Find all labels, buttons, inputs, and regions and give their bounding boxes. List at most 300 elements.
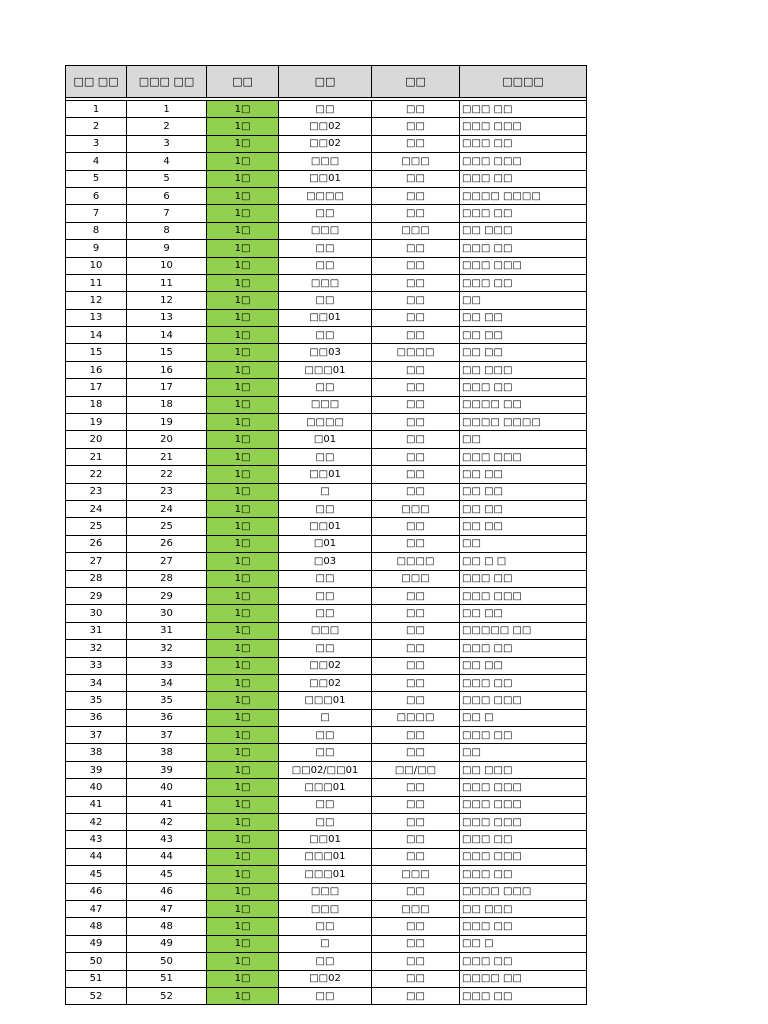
name-cell[interactable]: □ [279, 483, 372, 500]
row-number-cell[interactable]: 23 [66, 483, 127, 500]
description-cell[interactable]: □□ □□□ [460, 900, 587, 917]
row-number-cell[interactable]: 48 [66, 918, 127, 935]
level-cell[interactable]: 1□ [207, 309, 279, 326]
item-number-cell[interactable]: 4 [127, 153, 207, 170]
row-number-cell[interactable]: 43 [66, 831, 127, 848]
level-cell[interactable]: 1□ [207, 622, 279, 639]
level-cell[interactable]: 1□ [207, 483, 279, 500]
type-cell[interactable]: □□ [372, 257, 460, 274]
description-cell[interactable]: □□ □□ [460, 657, 587, 674]
item-number-cell[interactable]: 12 [127, 292, 207, 309]
item-number-cell[interactable]: 33 [127, 657, 207, 674]
type-cell[interactable]: □□ [372, 431, 460, 448]
type-cell[interactable]: □□ [372, 187, 460, 204]
level-cell[interactable]: 1□ [207, 761, 279, 778]
level-cell[interactable]: 1□ [207, 414, 279, 431]
item-number-cell[interactable]: 32 [127, 640, 207, 657]
name-cell[interactable]: □□□01 [279, 866, 372, 883]
item-number-cell[interactable]: 23 [127, 483, 207, 500]
name-cell[interactable]: □□ [279, 205, 372, 222]
item-number-cell[interactable]: 17 [127, 379, 207, 396]
row-number-cell[interactable]: 38 [66, 744, 127, 761]
name-cell[interactable]: □01 [279, 431, 372, 448]
row-number-cell[interactable]: 37 [66, 727, 127, 744]
name-cell[interactable]: □□ [279, 240, 372, 257]
item-number-cell[interactable]: 26 [127, 535, 207, 552]
level-cell[interactable]: 1□ [207, 640, 279, 657]
type-cell[interactable]: □□ [372, 101, 460, 118]
type-cell[interactable]: □□ [372, 518, 460, 535]
row-number-cell[interactable]: 4 [66, 153, 127, 170]
name-cell[interactable]: □□02 [279, 657, 372, 674]
name-cell[interactable]: □□□ [279, 153, 372, 170]
item-number-cell[interactable]: 5 [127, 170, 207, 187]
level-cell[interactable]: 1□ [207, 900, 279, 917]
name-cell[interactable]: □□□ [279, 900, 372, 917]
type-cell[interactable]: □□ [372, 883, 460, 900]
name-cell[interactable]: □□02 [279, 674, 372, 691]
item-number-cell[interactable]: 9 [127, 240, 207, 257]
type-cell[interactable]: □□□ [372, 900, 460, 917]
row-number-cell[interactable]: 10 [66, 257, 127, 274]
description-cell[interactable]: □□□ □□□ [460, 118, 587, 135]
description-cell[interactable]: □□□ □□ [460, 674, 587, 691]
type-cell[interactable]: □□ [372, 379, 460, 396]
level-cell[interactable]: 1□ [207, 535, 279, 552]
row-number-cell[interactable]: 21 [66, 448, 127, 465]
level-cell[interactable]: 1□ [207, 466, 279, 483]
item-number-cell[interactable]: 16 [127, 361, 207, 378]
name-cell[interactable]: □□ [279, 327, 372, 344]
row-number-cell[interactable]: 31 [66, 622, 127, 639]
row-number-cell[interactable]: 29 [66, 587, 127, 604]
header-cell-4[interactable]: □□ [279, 66, 372, 98]
type-cell[interactable]: □□ [372, 309, 460, 326]
type-cell[interactable]: □□□ [372, 866, 460, 883]
description-cell[interactable]: □□□ □□□ [460, 587, 587, 604]
description-cell[interactable]: □□ □□ [460, 605, 587, 622]
row-number-cell[interactable]: 1 [66, 101, 127, 118]
description-cell[interactable]: □□□□ □□□ [460, 883, 587, 900]
description-cell[interactable]: □□□ □□□ [460, 848, 587, 865]
level-cell[interactable]: 1□ [207, 257, 279, 274]
name-cell[interactable]: □□ [279, 987, 372, 1004]
row-number-cell[interactable]: 17 [66, 379, 127, 396]
item-number-cell[interactable]: 30 [127, 605, 207, 622]
description-cell[interactable]: □□□ □□□ [460, 814, 587, 831]
level-cell[interactable]: 1□ [207, 553, 279, 570]
description-cell[interactable]: □□□ □□□ [460, 692, 587, 709]
name-cell[interactable]: □□ [279, 292, 372, 309]
header-cell-1[interactable]: □□ □□ [66, 66, 127, 98]
type-cell[interactable]: □□□ [372, 570, 460, 587]
type-cell[interactable]: □□ [372, 674, 460, 691]
row-number-cell[interactable]: 6 [66, 187, 127, 204]
level-cell[interactable]: 1□ [207, 866, 279, 883]
name-cell[interactable]: □03 [279, 553, 372, 570]
item-number-cell[interactable]: 7 [127, 205, 207, 222]
item-number-cell[interactable]: 31 [127, 622, 207, 639]
header-cell-6[interactable]: □□□□ [460, 66, 587, 98]
name-cell[interactable]: □□01 [279, 466, 372, 483]
row-number-cell[interactable]: 34 [66, 674, 127, 691]
type-cell[interactable]: □□ [372, 327, 460, 344]
level-cell[interactable]: 1□ [207, 327, 279, 344]
description-cell[interactable]: □□ □□ [460, 518, 587, 535]
description-cell[interactable]: □□ □□ [460, 344, 587, 361]
item-number-cell[interactable]: 28 [127, 570, 207, 587]
level-cell[interactable]: 1□ [207, 953, 279, 970]
description-cell[interactable]: □□ [460, 431, 587, 448]
name-cell[interactable]: □01 [279, 535, 372, 552]
row-number-cell[interactable]: 18 [66, 396, 127, 413]
row-number-cell[interactable]: 9 [66, 240, 127, 257]
level-cell[interactable]: 1□ [207, 118, 279, 135]
name-cell[interactable]: □□ [279, 605, 372, 622]
row-number-cell[interactable]: 49 [66, 935, 127, 952]
name-cell[interactable]: □□□□ [279, 414, 372, 431]
level-cell[interactable]: 1□ [207, 970, 279, 987]
name-cell[interactable]: □□□ [279, 396, 372, 413]
description-cell[interactable]: □□□ □□ [460, 570, 587, 587]
name-cell[interactable]: □□02/□□01 [279, 761, 372, 778]
description-cell[interactable]: □□□□ □□ [460, 970, 587, 987]
row-number-cell[interactable]: 51 [66, 970, 127, 987]
row-number-cell[interactable]: 25 [66, 518, 127, 535]
level-cell[interactable]: 1□ [207, 431, 279, 448]
name-cell[interactable]: □□ [279, 953, 372, 970]
description-cell[interactable]: □□ [460, 292, 587, 309]
level-cell[interactable]: 1□ [207, 274, 279, 291]
header-cell-3[interactable]: □□ [207, 66, 279, 98]
type-cell[interactable]: □□ [372, 274, 460, 291]
description-cell[interactable]: □□ □□ [460, 309, 587, 326]
name-cell[interactable]: □□ [279, 744, 372, 761]
row-number-cell[interactable]: 42 [66, 814, 127, 831]
level-cell[interactable]: 1□ [207, 657, 279, 674]
level-cell[interactable]: 1□ [207, 153, 279, 170]
row-number-cell[interactable]: 2 [66, 118, 127, 135]
description-cell[interactable]: □□□□□ □□ [460, 622, 587, 639]
item-number-cell[interactable]: 20 [127, 431, 207, 448]
description-cell[interactable]: □□□ □□ [460, 240, 587, 257]
row-number-cell[interactable]: 20 [66, 431, 127, 448]
name-cell[interactable]: □□ [279, 918, 372, 935]
level-cell[interactable]: 1□ [207, 831, 279, 848]
row-number-cell[interactable]: 44 [66, 848, 127, 865]
type-cell[interactable]: □□□□ [372, 709, 460, 726]
name-cell[interactable]: □□ [279, 448, 372, 465]
item-number-cell[interactable]: 8 [127, 222, 207, 239]
row-number-cell[interactable]: 30 [66, 605, 127, 622]
description-cell[interactable]: □□□ □□□ [460, 448, 587, 465]
item-number-cell[interactable]: 21 [127, 448, 207, 465]
description-cell[interactable]: □□□ □□ [460, 866, 587, 883]
name-cell[interactable]: □□02 [279, 970, 372, 987]
name-cell[interactable]: □□ [279, 796, 372, 813]
name-cell[interactable]: □ [279, 935, 372, 952]
row-number-cell[interactable]: 11 [66, 274, 127, 291]
level-cell[interactable]: 1□ [207, 848, 279, 865]
row-number-cell[interactable]: 28 [66, 570, 127, 587]
row-number-cell[interactable]: 39 [66, 761, 127, 778]
level-cell[interactable]: 1□ [207, 814, 279, 831]
description-cell[interactable]: □□□ □□ [460, 101, 587, 118]
type-cell[interactable]: □□□ [372, 500, 460, 517]
type-cell[interactable]: □□ [372, 118, 460, 135]
type-cell[interactable]: □□□□ [372, 344, 460, 361]
item-number-cell[interactable]: 46 [127, 883, 207, 900]
description-cell[interactable]: □□□□ □□□□ [460, 187, 587, 204]
row-number-cell[interactable]: 33 [66, 657, 127, 674]
description-cell[interactable]: □□ □□ [460, 327, 587, 344]
name-cell[interactable]: □□02 [279, 135, 372, 152]
name-cell[interactable]: □□□01 [279, 848, 372, 865]
row-number-cell[interactable]: 3 [66, 135, 127, 152]
row-number-cell[interactable]: 41 [66, 796, 127, 813]
type-cell[interactable]: □□ [372, 240, 460, 257]
level-cell[interactable]: 1□ [207, 935, 279, 952]
item-number-cell[interactable]: 14 [127, 327, 207, 344]
description-cell[interactable]: □□ [460, 535, 587, 552]
level-cell[interactable]: 1□ [207, 205, 279, 222]
type-cell[interactable]: □□ [372, 779, 460, 796]
name-cell[interactable]: □□ [279, 587, 372, 604]
level-cell[interactable]: 1□ [207, 292, 279, 309]
description-cell[interactable]: □□□ □□□ [460, 257, 587, 274]
level-cell[interactable]: 1□ [207, 744, 279, 761]
name-cell[interactable]: □□□ [279, 622, 372, 639]
description-cell[interactable]: □□□ □□ [460, 170, 587, 187]
name-cell[interactable]: □□ [279, 570, 372, 587]
type-cell[interactable]: □□ [372, 587, 460, 604]
row-number-cell[interactable]: 24 [66, 500, 127, 517]
description-cell[interactable]: □□□□ □□ [460, 396, 587, 413]
row-number-cell[interactable]: 47 [66, 900, 127, 917]
description-cell[interactable]: □□□ □□ [460, 987, 587, 1004]
level-cell[interactable]: 1□ [207, 605, 279, 622]
name-cell[interactable]: □□□01 [279, 361, 372, 378]
type-cell[interactable]: □□ [372, 727, 460, 744]
level-cell[interactable]: 1□ [207, 240, 279, 257]
name-cell[interactable]: □□ [279, 379, 372, 396]
description-cell[interactable]: □□□ □□ [460, 918, 587, 935]
item-number-cell[interactable]: 38 [127, 744, 207, 761]
type-cell[interactable]: □□ [372, 535, 460, 552]
name-cell[interactable]: □□01 [279, 518, 372, 535]
name-cell[interactable]: □□02 [279, 118, 372, 135]
item-number-cell[interactable]: 18 [127, 396, 207, 413]
level-cell[interactable]: 1□ [207, 883, 279, 900]
item-number-cell[interactable]: 19 [127, 414, 207, 431]
type-cell[interactable]: □□ [372, 831, 460, 848]
row-number-cell[interactable]: 16 [66, 361, 127, 378]
type-cell[interactable]: □□ [372, 640, 460, 657]
item-number-cell[interactable]: 10 [127, 257, 207, 274]
type-cell[interactable]: □□ [372, 935, 460, 952]
description-cell[interactable]: □□ □□□ [460, 761, 587, 778]
name-cell[interactable]: □□□ [279, 222, 372, 239]
row-number-cell[interactable]: 8 [66, 222, 127, 239]
type-cell[interactable]: □□ [372, 814, 460, 831]
type-cell[interactable]: □□ [372, 205, 460, 222]
level-cell[interactable]: 1□ [207, 500, 279, 517]
header-cell-2[interactable]: □□□ □□ [127, 66, 207, 98]
item-number-cell[interactable]: 34 [127, 674, 207, 691]
name-cell[interactable]: □□01 [279, 309, 372, 326]
description-cell[interactable]: □□ □□□ [460, 222, 587, 239]
type-cell[interactable]: □□ [372, 987, 460, 1004]
name-cell[interactable]: □□ [279, 814, 372, 831]
level-cell[interactable]: 1□ [207, 135, 279, 152]
row-number-cell[interactable]: 15 [66, 344, 127, 361]
row-number-cell[interactable]: 46 [66, 883, 127, 900]
level-cell[interactable]: 1□ [207, 692, 279, 709]
item-number-cell[interactable]: 51 [127, 970, 207, 987]
name-cell[interactable]: □□ [279, 500, 372, 517]
row-number-cell[interactable]: 19 [66, 414, 127, 431]
level-cell[interactable]: 1□ [207, 396, 279, 413]
description-cell[interactable]: □□□ □□ [460, 727, 587, 744]
item-number-cell[interactable]: 3 [127, 135, 207, 152]
type-cell[interactable]: □□ [372, 692, 460, 709]
type-cell[interactable]: □□ [372, 466, 460, 483]
item-number-cell[interactable]: 49 [127, 935, 207, 952]
type-cell[interactable]: □□ [372, 918, 460, 935]
row-number-cell[interactable]: 36 [66, 709, 127, 726]
name-cell[interactable]: □□□ [279, 274, 372, 291]
type-cell[interactable]: □□□□ [372, 553, 460, 570]
item-number-cell[interactable]: 29 [127, 587, 207, 604]
level-cell[interactable]: 1□ [207, 518, 279, 535]
level-cell[interactable]: 1□ [207, 344, 279, 361]
item-number-cell[interactable]: 27 [127, 553, 207, 570]
level-cell[interactable]: 1□ [207, 918, 279, 935]
description-cell[interactable]: □□ □ [460, 935, 587, 952]
row-number-cell[interactable]: 27 [66, 553, 127, 570]
item-number-cell[interactable]: 39 [127, 761, 207, 778]
name-cell[interactable]: □□□ [279, 883, 372, 900]
item-number-cell[interactable]: 1 [127, 101, 207, 118]
name-cell[interactable]: □□□01 [279, 692, 372, 709]
item-number-cell[interactable]: 52 [127, 987, 207, 1004]
description-cell[interactable]: □□□ □□□ [460, 153, 587, 170]
description-cell[interactable]: □□ □ [460, 709, 587, 726]
type-cell[interactable]: □□ [372, 796, 460, 813]
name-cell[interactable]: □ [279, 709, 372, 726]
level-cell[interactable]: 1□ [207, 570, 279, 587]
description-cell[interactable]: □□□□ □□□□ [460, 414, 587, 431]
header-cell-5[interactable]: □□ [372, 66, 460, 98]
item-number-cell[interactable]: 42 [127, 814, 207, 831]
name-cell[interactable]: □□01 [279, 831, 372, 848]
level-cell[interactable]: 1□ [207, 170, 279, 187]
type-cell[interactable]: □□ [372, 292, 460, 309]
description-cell[interactable]: □□□ □□ [460, 274, 587, 291]
item-number-cell[interactable]: 45 [127, 866, 207, 883]
row-number-cell[interactable]: 26 [66, 535, 127, 552]
level-cell[interactable]: 1□ [207, 727, 279, 744]
level-cell[interactable]: 1□ [207, 222, 279, 239]
item-number-cell[interactable]: 25 [127, 518, 207, 535]
row-number-cell[interactable]: 12 [66, 292, 127, 309]
name-cell[interactable]: □□01 [279, 170, 372, 187]
description-cell[interactable]: □□□ □□ [460, 831, 587, 848]
item-number-cell[interactable]: 22 [127, 466, 207, 483]
type-cell[interactable]: □□ [372, 483, 460, 500]
item-number-cell[interactable]: 15 [127, 344, 207, 361]
type-cell[interactable]: □□ [372, 448, 460, 465]
item-number-cell[interactable]: 48 [127, 918, 207, 935]
description-cell[interactable]: □□ □□□ [460, 361, 587, 378]
item-number-cell[interactable]: 47 [127, 900, 207, 917]
item-number-cell[interactable]: 6 [127, 187, 207, 204]
name-cell[interactable]: □□ [279, 727, 372, 744]
description-cell[interactable]: □□ □□ [460, 500, 587, 517]
type-cell[interactable]: □□ [372, 414, 460, 431]
type-cell[interactable]: □□ [372, 848, 460, 865]
item-number-cell[interactable]: 11 [127, 274, 207, 291]
level-cell[interactable]: 1□ [207, 709, 279, 726]
type-cell[interactable]: □□ [372, 361, 460, 378]
item-number-cell[interactable]: 35 [127, 692, 207, 709]
name-cell[interactable]: □□03 [279, 344, 372, 361]
level-cell[interactable]: 1□ [207, 987, 279, 1004]
type-cell[interactable]: □□□ [372, 222, 460, 239]
level-cell[interactable]: 1□ [207, 187, 279, 204]
row-number-cell[interactable]: 40 [66, 779, 127, 796]
type-cell[interactable]: □□ [372, 605, 460, 622]
description-cell[interactable]: □□□ □□ [460, 205, 587, 222]
item-number-cell[interactable]: 41 [127, 796, 207, 813]
item-number-cell[interactable]: 24 [127, 500, 207, 517]
description-cell[interactable]: □□ □□ [460, 466, 587, 483]
type-cell[interactable]: □□/□□ [372, 761, 460, 778]
description-cell[interactable]: □□□ □□ [460, 379, 587, 396]
row-number-cell[interactable]: 7 [66, 205, 127, 222]
item-number-cell[interactable]: 50 [127, 953, 207, 970]
type-cell[interactable]: □□ [372, 170, 460, 187]
type-cell[interactable]: □□ [372, 622, 460, 639]
row-number-cell[interactable]: 13 [66, 309, 127, 326]
name-cell[interactable]: □□□01 [279, 779, 372, 796]
level-cell[interactable]: 1□ [207, 674, 279, 691]
row-number-cell[interactable]: 50 [66, 953, 127, 970]
item-number-cell[interactable]: 37 [127, 727, 207, 744]
item-number-cell[interactable]: 2 [127, 118, 207, 135]
item-number-cell[interactable]: 40 [127, 779, 207, 796]
description-cell[interactable]: □□□ □□□ [460, 779, 587, 796]
row-number-cell[interactable]: 45 [66, 866, 127, 883]
description-cell[interactable]: □□□ □□ [460, 640, 587, 657]
row-number-cell[interactable]: 14 [66, 327, 127, 344]
type-cell[interactable]: □□□ [372, 153, 460, 170]
name-cell[interactable]: □□ [279, 640, 372, 657]
type-cell[interactable]: □□ [372, 657, 460, 674]
level-cell[interactable]: 1□ [207, 361, 279, 378]
type-cell[interactable]: □□ [372, 744, 460, 761]
name-cell[interactable]: □□□□ [279, 187, 372, 204]
description-cell[interactable]: □□ □□ [460, 483, 587, 500]
name-cell[interactable]: □□ [279, 101, 372, 118]
level-cell[interactable]: 1□ [207, 101, 279, 118]
type-cell[interactable]: □□ [372, 135, 460, 152]
item-number-cell[interactable]: 36 [127, 709, 207, 726]
name-cell[interactable]: □□ [279, 257, 372, 274]
type-cell[interactable]: □□ [372, 970, 460, 987]
row-number-cell[interactable]: 32 [66, 640, 127, 657]
description-cell[interactable]: □□ [460, 744, 587, 761]
